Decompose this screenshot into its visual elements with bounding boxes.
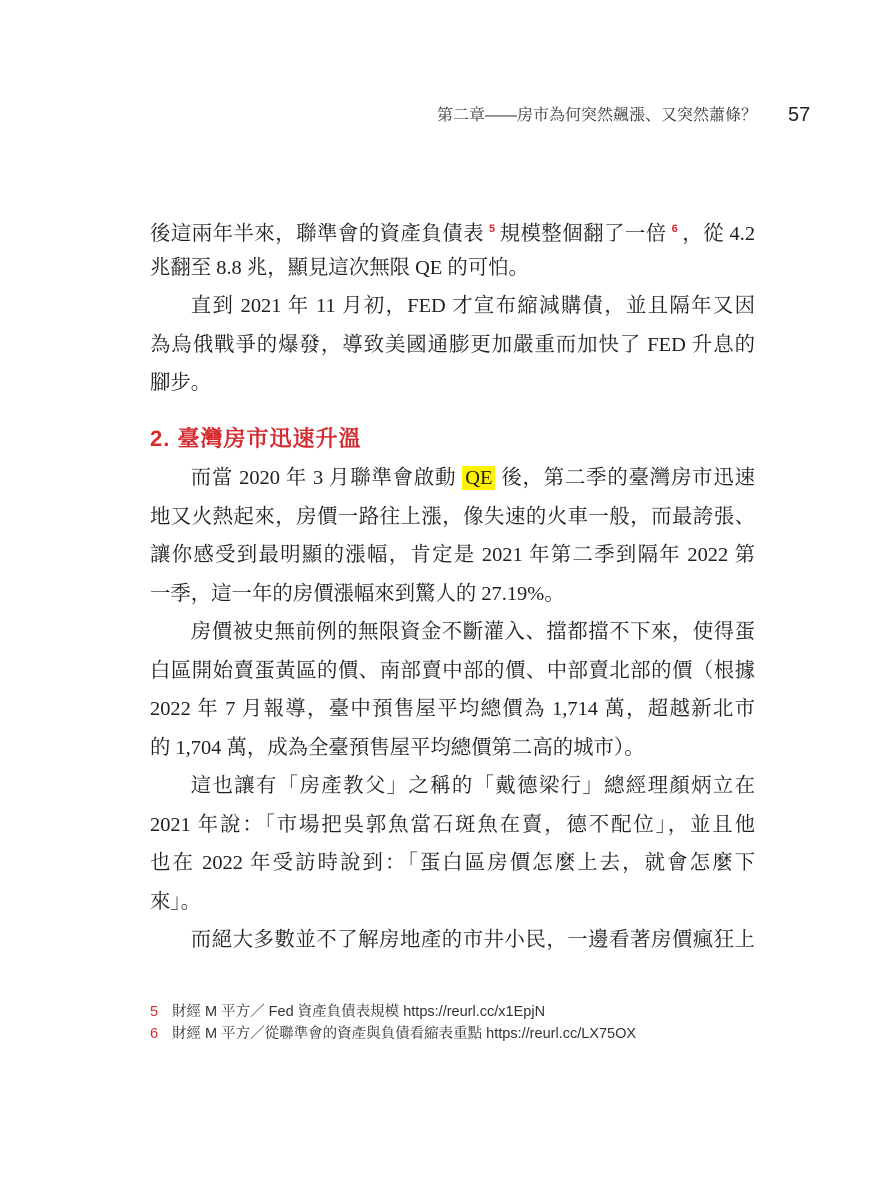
highlighted-term: QE [462, 466, 495, 490]
text-line: 的 1,704 萬，成為全臺預售屋平均總價第二高的城市）。 [150, 736, 645, 759]
text-line: 也在 2022 年受訪時說到：「蛋白區房價怎麼上去，就會怎麼下 [150, 852, 755, 874]
text-line: 2022 年 7 月報導，臺中預售屋平均總價為 1,714 萬，超越新北市 [150, 698, 755, 720]
text-line [150, 210, 755, 249]
text-line: 直到 2021 年 11 月初，FED 才宣布縮減購債，並且隔年又因 [190, 295, 755, 317]
text-line: 這也讓有「房產教父」之稱的「戴德梁行」總經理顏炳立在 [190, 775, 755, 797]
text-line: 地又火熱起來，房價一路往上漲，像失速的火車一般，而最誇張、 [150, 505, 755, 528]
footnote-number: 5 [150, 1004, 159, 1020]
text-line [150, 459, 755, 498]
footnote [150, 1023, 770, 1045]
text-line: 來」。 [150, 890, 201, 913]
text-segment: 規模整個翻了一倍 [499, 223, 667, 245]
text-line: 讓你感受到最明顯的漲幅，肯定是 2021 年第二季到隔年 2022 第 [150, 544, 755, 566]
body-text [150, 210, 755, 960]
running-title: 第二章——房市為何突然飆漲、又突然蕭條？ [436, 107, 757, 124]
paragraph [150, 210, 755, 287]
footnote-reference: 5 [488, 223, 496, 235]
section-heading: 2. 臺灣房市迅速升溫 [150, 425, 362, 451]
footnote-reference: 6 [671, 223, 678, 235]
footnote-text: 財經 M 平方／從聯準會的資產與負債看縮表重點 https://reurl.cc/LX75OX [172, 1026, 637, 1042]
page-number: 57 [788, 104, 811, 126]
text-line: 一季，這一年的房價漲幅來到驚人的 27.19%。 [150, 582, 565, 605]
footnote [150, 1001, 770, 1023]
text-line: 白區開始賣蛋黃區的價、南部賣中部的價、中部賣北部的價（根據 [150, 659, 755, 682]
text-line: 腳步。 [150, 372, 212, 394]
paragraph [150, 459, 755, 613]
paragraph [150, 767, 755, 921]
text-line: 兆翻至 8.8 兆，顯見這次無限 QE 的可怕。 [150, 256, 529, 279]
text-segment: 後，第二季的臺灣房市迅速 [495, 467, 755, 489]
text-line: 而絕大多數並不了解房地產的市井小民，一邊看著房價瘋狂上 [190, 929, 755, 951]
text-line: 房價被史無前例的無限資金不斷灌入、擋都擋不下來，使得蛋 [190, 621, 755, 643]
text-segment: ，從 4.2 [681, 223, 756, 245]
paragraph [150, 287, 755, 403]
footnote-number: 6 [150, 1026, 159, 1042]
footnotes [150, 1001, 770, 1045]
text-segment: 後這兩年半來，聯準會的資產負債表 [150, 223, 484, 245]
text-line: 2021 年說：「市場把吳郭魚當石斑魚在賣，德不配位」，並且他 [150, 813, 755, 836]
text-segment: 而當 2020 年 3 月聯準會啟動 [190, 467, 463, 489]
text-line: 為烏俄戰爭的爆發，導致美國通膨更加嚴重而加快了 FED 升息的 [150, 333, 755, 356]
footnote-text: 財經 M 平方／ Fed 資產負債表規模 https://reurl.cc/x1EpjN [172, 1004, 546, 1020]
page-header [0, 103, 895, 129]
paragraph [150, 921, 755, 960]
paragraph [150, 613, 755, 767]
